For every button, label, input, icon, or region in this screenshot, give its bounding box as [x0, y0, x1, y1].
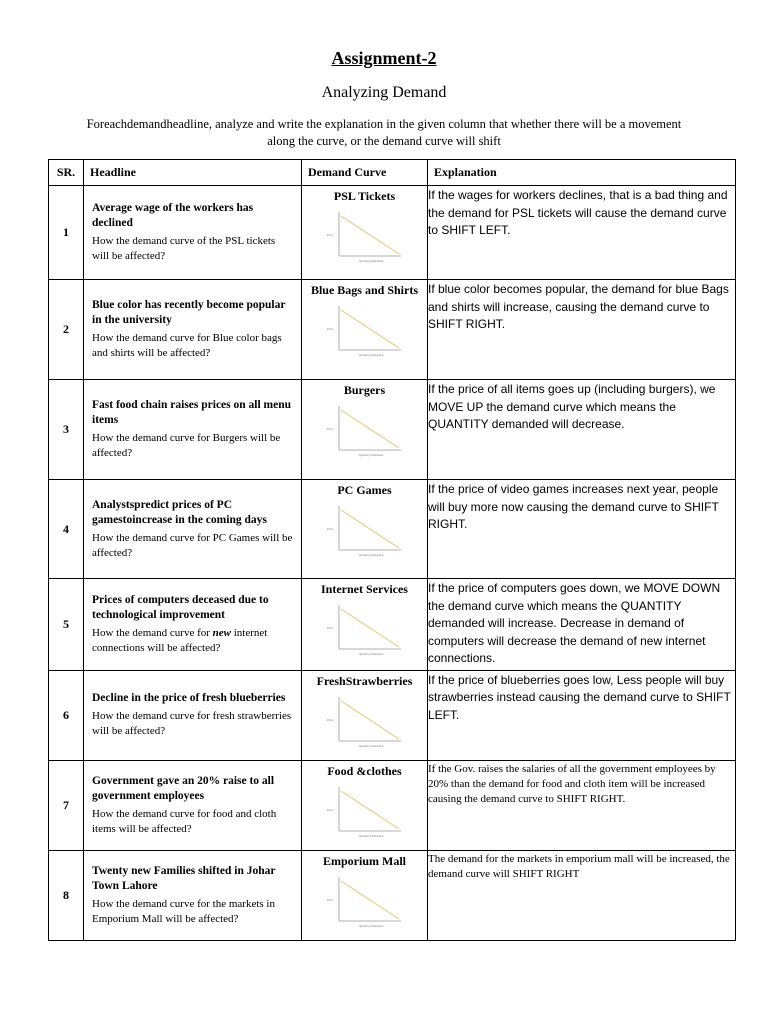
demand-curve-cell: [302, 760, 428, 850]
headline-cell: [84, 280, 302, 380]
y-axis-label: Price: [326, 233, 333, 237]
explanation-cell: If the price of all items goes up (including burgers), we MOVE UP the demand curve which means the QUANTITY demanded will decrease.: [428, 380, 736, 480]
demand-curve-graph: [325, 601, 405, 657]
table-row: [49, 280, 736, 380]
headline-cell: [84, 850, 302, 940]
instructions-text: [40, 116, 728, 150]
headline-text: Fast food chain raises prices on all menu items: [92, 399, 292, 426]
y-axis-label: Price: [326, 897, 333, 902]
demand-curve-cell: [302, 280, 428, 380]
headline-text: Prices of computers deceased due to technological improvement: [92, 593, 269, 621]
row-number: 1: [49, 186, 84, 280]
headline-cell: [84, 380, 302, 480]
explanation-cell: If blue color becomes popular, the demand for blue Bags and shirts will increase, causing the demand curve to SHIFT RIGHT.: [428, 280, 736, 380]
table-row: [49, 186, 736, 280]
x-axis-label: Quantity Demanded: [358, 353, 383, 357]
header-headline: Headline: [84, 160, 302, 186]
headline-question: How the demand curve of the PSL tickets will be affected?: [92, 235, 276, 262]
headline-cell: [84, 760, 302, 850]
curve-label: PSL Tickets: [333, 189, 396, 203]
demand-curve-graph: [325, 693, 405, 749]
y-axis-label: Price: [326, 327, 333, 331]
question-suffix: internet connections will be affected?: [92, 626, 268, 654]
headline-text: Twenty new Families shifted in Johar Town Lahore: [92, 864, 276, 892]
curve-label: Burgers: [343, 383, 386, 397]
demand-curve-cell: [302, 480, 428, 579]
row-number: 4: [49, 480, 84, 579]
explanation-cell: If the Gov. raises the salaries of all the government employees by 20% than the demand for food and cloth item will be increased causing the demand curve to SHIFT RIGHT.: [428, 760, 736, 850]
instructions-line-2: along the curve, or the demand curve will shift: [267, 134, 501, 148]
row-number: 5: [49, 579, 84, 671]
explanation-cell: The demand for the markets in emporium mall will be increased, the demand curve will SHIFT RIGHT: [428, 850, 736, 940]
headline-question: How the demand curve for fresh strawberries will be affected?: [92, 710, 292, 737]
headline-text: Decline in the price of fresh blueberries: [92, 692, 286, 704]
headline-cell: [84, 670, 302, 760]
header-sr: SR.: [49, 160, 84, 186]
document-subtitle: Analyzing Demand: [321, 84, 447, 101]
curve-label: FreshStrawberries: [316, 673, 413, 688]
x-axis-label: Quantity Demanded: [358, 833, 383, 838]
x-axis-label: Quantity Demanded: [358, 259, 383, 263]
table-row: [49, 380, 736, 480]
demand-curve-cell: [302, 670, 428, 760]
headline-cell: [84, 579, 302, 671]
row-number: 7: [49, 760, 84, 850]
row-number: 6: [49, 670, 84, 760]
headline-text: Government gave an 20% raise to all government employees: [92, 774, 275, 802]
question-emphasis: new: [212, 626, 231, 639]
curve-label: Blue Bags and Shirts: [310, 283, 419, 297]
demand-curve-graph: [325, 873, 405, 929]
headline-cell: [84, 186, 302, 280]
table-row: [49, 579, 736, 671]
headline-question: How the demand curve for food and cloth items will be affected?: [92, 807, 277, 835]
headline-question: How the demand curve for Burgers will be affected?: [92, 432, 281, 459]
headline-question: How the demand curve for PC Games will be affected?: [92, 531, 293, 559]
row-number: 8: [49, 850, 84, 940]
x-axis-label: Quantity Demanded: [358, 743, 383, 748]
curve-label: Internet Services: [321, 582, 408, 596]
question-prefix: How the demand curve for: [92, 626, 213, 639]
table-header-row: [49, 160, 736, 186]
y-axis-label: Price: [326, 527, 333, 531]
headline-text: Average wage of the workers has declined: [92, 202, 254, 229]
row-number: 2: [49, 280, 84, 380]
demand-curve-graph: [325, 783, 405, 839]
y-axis-label: Price: [326, 717, 333, 722]
demand-curve-graph: [325, 502, 405, 558]
headline-question: How the demand curve for the markets in Emporium Mall will be affected?: [92, 897, 275, 925]
headline-text: Analystspredict prices of PC gamestoincrease in the coming days: [92, 498, 267, 526]
table-row: [49, 480, 736, 579]
assignment-title: Assignment-2: [331, 48, 437, 68]
row-number: 3: [49, 380, 84, 480]
instructions-line-1: Foreachdemandheadline, analyze and write the explanation in the given column that whether there will be a movement: [86, 117, 682, 131]
explanation-cell: If the price of video games increases next year, people will buy more now causing the demand curve to SHIFT RIGHT.: [428, 480, 736, 579]
x-axis-label: Quantity Demanded: [358, 553, 383, 557]
table-row: [49, 670, 736, 760]
x-axis-label: Quantity Demanded: [358, 652, 383, 656]
table-row: [49, 850, 736, 940]
header-demand-curve: Demand Curve: [302, 160, 428, 186]
demand-curve-graph: [325, 402, 405, 458]
demand-curve-cell: [302, 380, 428, 480]
y-axis-label: Price: [326, 807, 333, 812]
headline-question: How the demand curve for Blue color bags and shirts will be affected?: [92, 332, 282, 359]
y-axis-label: Price: [326, 626, 333, 630]
y-axis-label: Price: [326, 427, 333, 431]
curve-label: PC Games: [337, 483, 392, 497]
demand-curve-cell: [302, 850, 428, 940]
headline-cell: [84, 480, 302, 579]
curve-label: Emporium Mall: [323, 853, 406, 868]
explanation-cell: If the wages for workers declines, that is a bad thing and the demand for PSL tickets will cause the demand curve to SHIFT LEFT.: [428, 186, 736, 280]
table-row: [49, 760, 736, 850]
demand-curve-cell: [302, 186, 428, 280]
demand-curve-cell: [302, 579, 428, 671]
demand-table: [48, 159, 736, 941]
header-explanation: Explanation: [428, 160, 736, 186]
x-axis-label: Quantity Demanded: [358, 453, 383, 457]
headline-question: [92, 626, 295, 656]
demand-curve-graph: [325, 208, 405, 264]
explanation-cell: If the price of blueberries goes low, Less people will buy strawberries instead causing the demand curve to SHIFT LEFT.: [428, 670, 736, 760]
demand-curve-graph: [325, 302, 405, 358]
headline-text: Blue color has recently become popular in the university: [92, 299, 286, 326]
curve-label: Food &clothes: [327, 763, 402, 778]
explanation-cell: If the price of computers goes down, we MOVE DOWN the demand curve which means the QUANTITY demanded will increase. Decrease in demand of computers will decrease the demand of new internet connections.: [428, 579, 736, 671]
x-axis-label: Quantity Demanded: [358, 923, 383, 928]
